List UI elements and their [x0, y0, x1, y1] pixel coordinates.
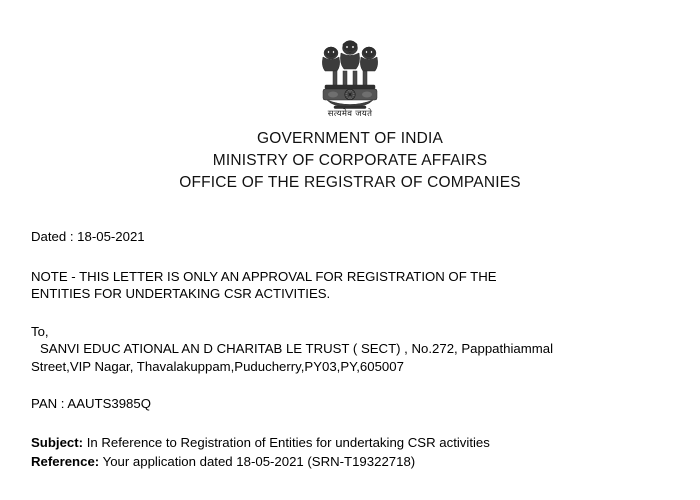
reference-label: Reference: — [31, 453, 100, 469]
emblem-motto: सत्यमेव जयते — [327, 109, 373, 119]
subject-row — [31, 433, 679, 452]
emblem-block — [0, 34, 700, 119]
addressee-salutation: To, — [31, 323, 49, 339]
spacer — [31, 246, 679, 268]
dated-line: Dated : 18-05-2021 — [31, 229, 145, 244]
document-body — [31, 228, 679, 471]
addressee-line-2: Street,VIP Nagar, Thavalakuppam,Puducherry,PY03,PY,605007 — [31, 358, 404, 374]
note-line-2: ENTITIES FOR UNDERTAKING CSR ACTIVITIES. — [31, 286, 331, 301]
spacer — [31, 303, 679, 323]
addressee-line-1: SANVI EDUC ATIONAL AN D CHARITAB LE TRUST ( SECT) , No.272, Pappathiammal — [40, 341, 553, 356]
india-national-emblem-lion-capital-icon — [307, 34, 393, 112]
reference-value: Your application dated 18-05-2021 (SRN-T19322718) — [102, 453, 416, 469]
pan-line: PAN : AAUTS3985Q — [31, 396, 151, 411]
spacer — [31, 375, 679, 395]
subject-label: Subject: — [31, 434, 84, 450]
spacer — [31, 413, 679, 433]
note-line-1: NOTE - THIS LETTER IS ONLY AN APPROVAL FOR REGISTRATION OF THE — [31, 268, 497, 284]
header-government-of-india: GOVERNMENT OF INDIA — [256, 130, 444, 147]
header-ministry: MINISTRY OF CORPORATE AFFAIRS — [212, 152, 488, 169]
subject-value: In Reference to Registration of Entities for undertaking CSR activities — [86, 434, 490, 450]
header-office: OFFICE OF THE REGISTRAR OF COMPANIES — [179, 174, 521, 191]
reference-row — [31, 452, 679, 471]
letterhead-header — [0, 128, 700, 194]
